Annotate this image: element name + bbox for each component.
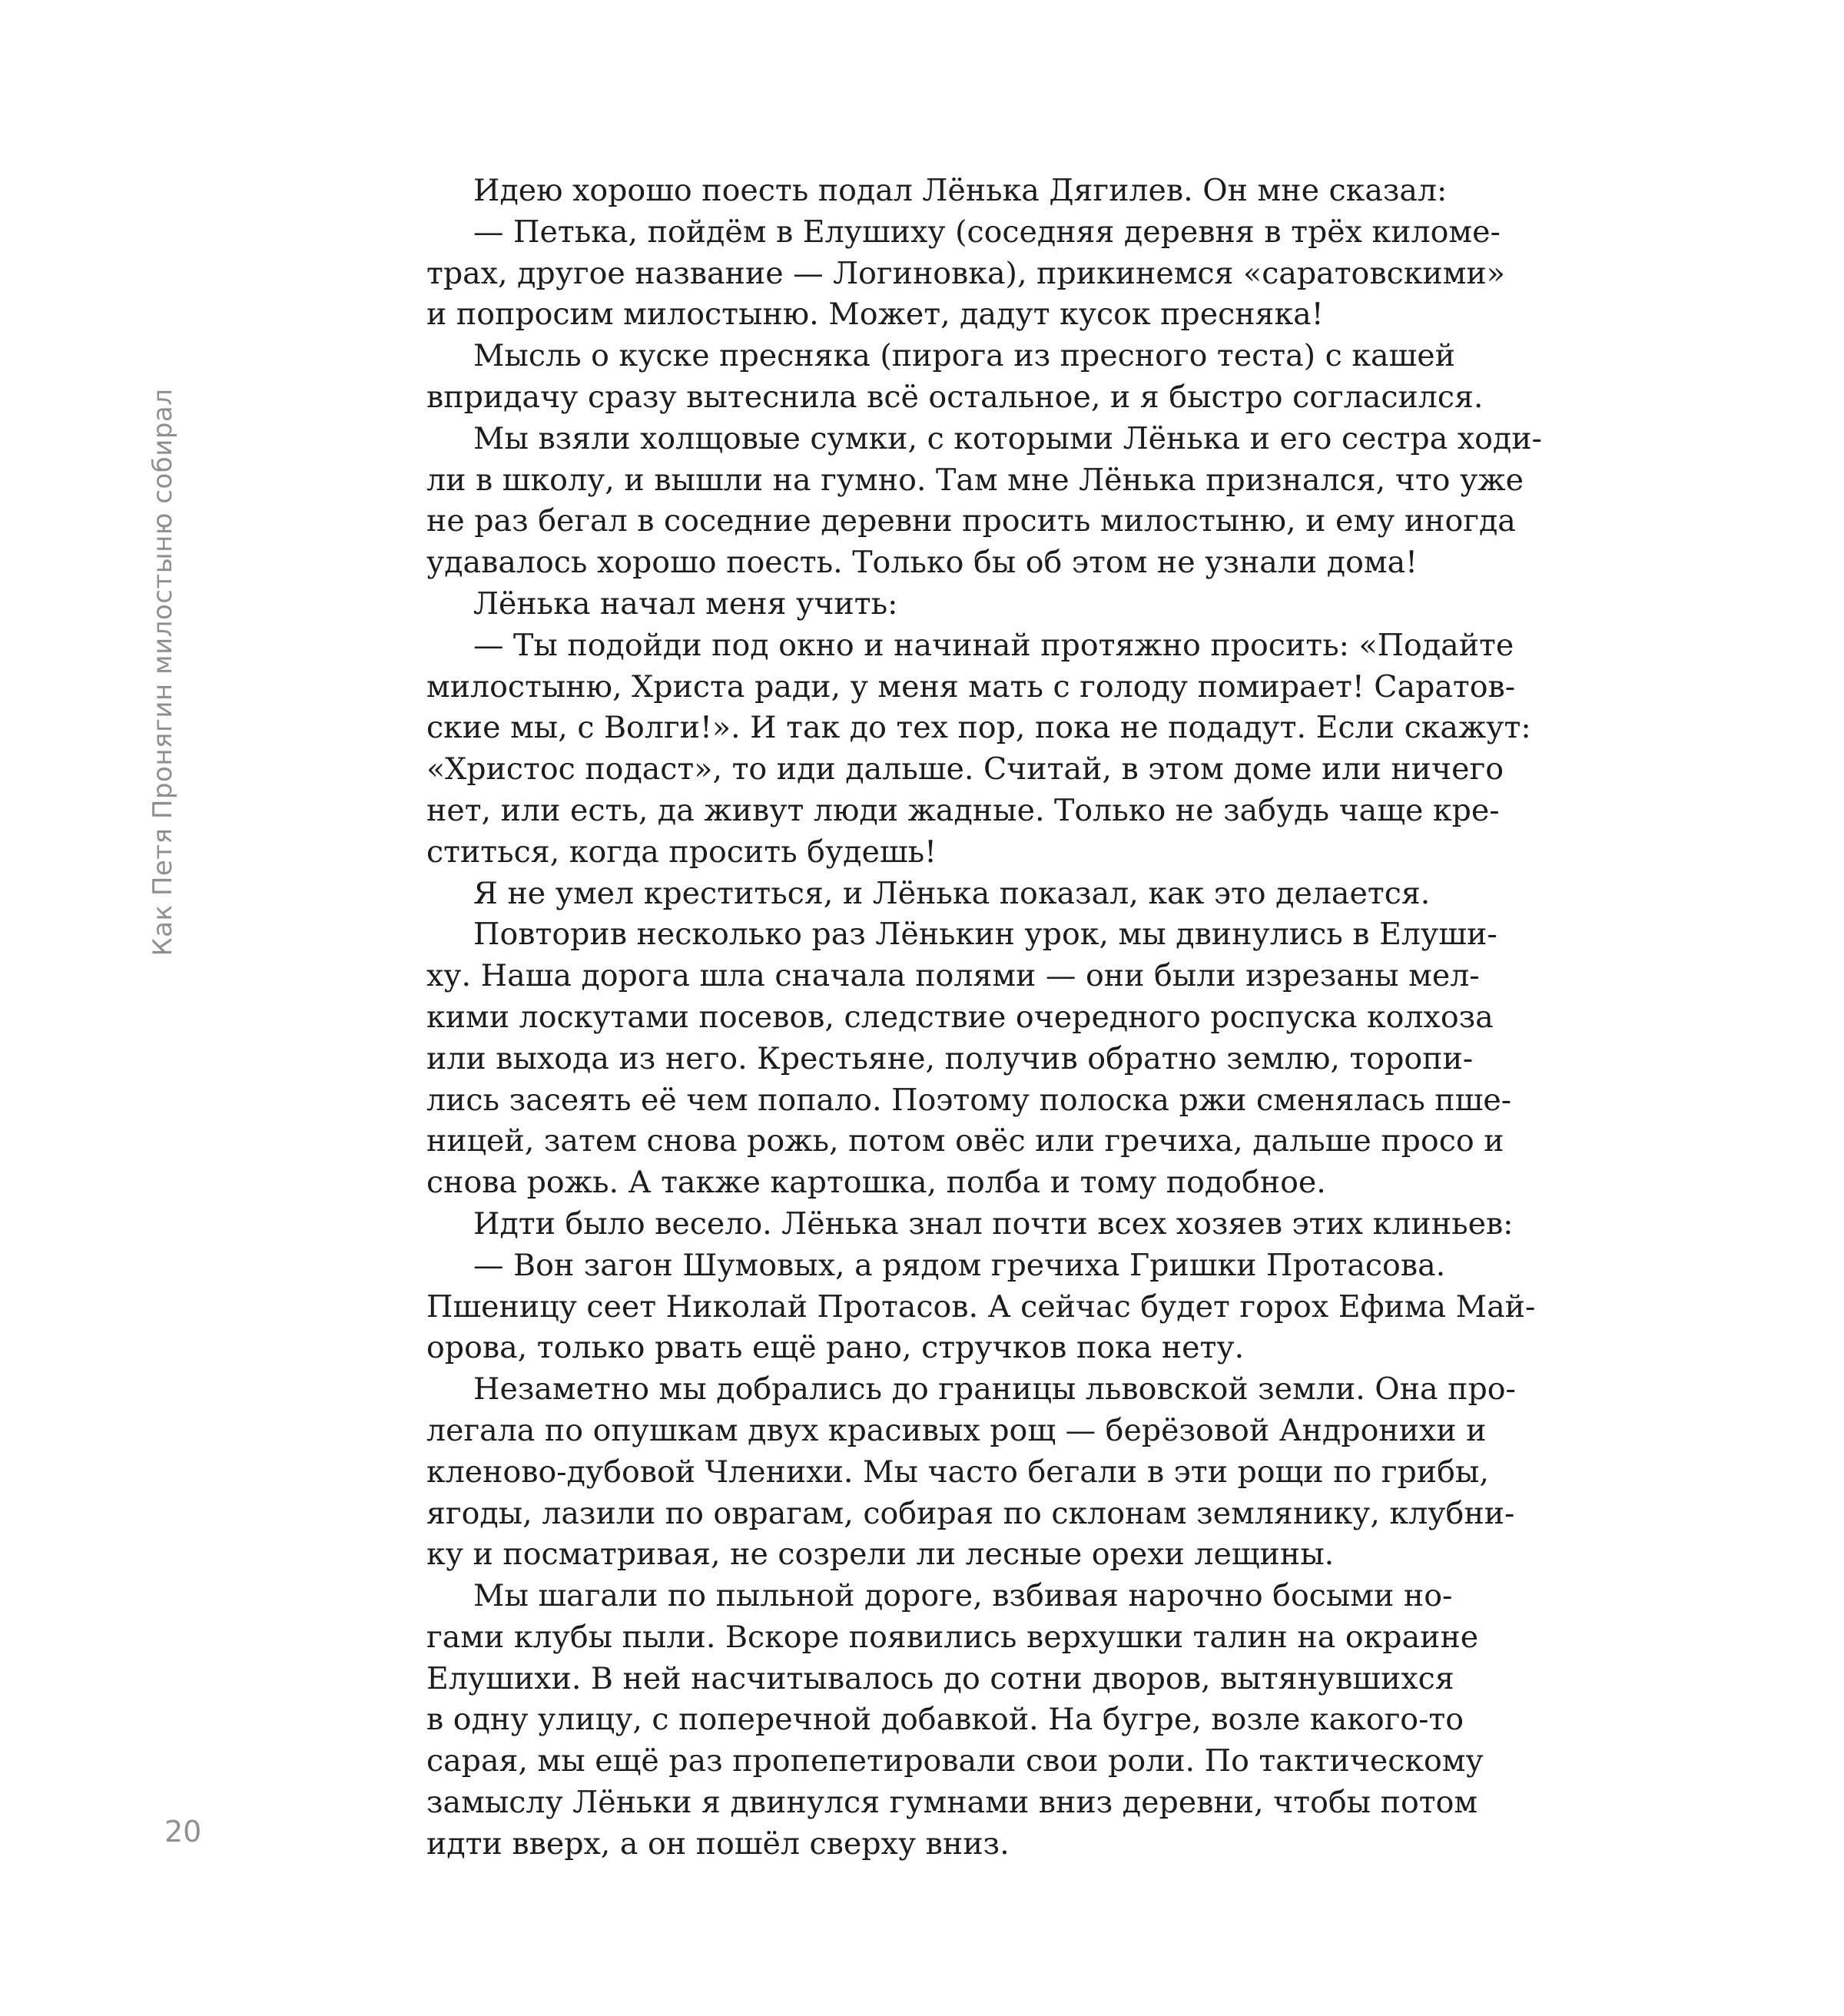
text-line: не раз бегал в соседние деревни просить милостыню, и ему иногда <box>426 503 1516 539</box>
text-line: «Христос подаст», то иди дальше. Считай, в этом доме или ничего <box>426 751 1504 788</box>
paragraph <box>426 1369 1516 1576</box>
paragraph <box>426 914 1512 1204</box>
paragraph <box>426 336 1484 419</box>
paragraph <box>426 419 1542 584</box>
paragraph <box>426 171 1448 212</box>
text-line: и попросим милостыню. Может, дадут кусок пресняка! <box>426 297 1324 333</box>
text-line: Я не умел креститься, и Лёнька показал, как это делается. <box>473 875 1431 911</box>
paragraph <box>426 1204 1514 1245</box>
paragraph <box>426 1576 1484 1865</box>
text-line: Елушихи. В ней насчитывалось до сотни дворов, вытянувшихся <box>426 1660 1454 1696</box>
text-line: кленово-дубовой Членихи. Мы часто бегали в эти рощи по грибы, <box>426 1454 1489 1490</box>
text-line: удавалось хорошо поесть. Только бы об этом не узнали дома! <box>426 545 1418 581</box>
text-line: замыслу Лёньки я двинулся гумнами вниз деревни, чтобы потом <box>426 1785 1478 1821</box>
text-line: — Ты подойди под окно и начинай протяжно просить: «Подайте <box>473 627 1514 663</box>
text-line: сарая, мы ещё раз пропепетировали свои роли. По тактическому <box>426 1743 1484 1779</box>
text-line: Идею хорошо поесть подал Лёнька Дягилев. Он мне сказал: <box>473 173 1448 208</box>
text-line: впридачу сразу вытеснила всё остальное, и я быстро согласился. <box>426 379 1484 415</box>
text-line: Мы шагали по пыльной дороге, взбивая нарочно босыми но- <box>473 1578 1453 1614</box>
text-line: Мы взяли холщовые сумки, с которыми Лёнька и его сестра ходи- <box>473 420 1542 456</box>
text-line: Мысль о куске пресняка (пирога из пресного теста) с кашей <box>473 338 1455 374</box>
text-line: в одну улицу, с поперечной добавкой. На бугре, возле какого-то <box>426 1702 1464 1738</box>
text-line: Идти было весело. Лёнька знал почти всех хозяев этих клиньев: <box>473 1205 1514 1242</box>
text-line: снова рожь. А также картошка, полба и тому подобное. <box>426 1165 1326 1201</box>
text-line: ли в школу, и вышли на гумно. Там мне Лёнька признался, что уже <box>426 462 1524 498</box>
text-line: — Вон загон Шумовых, а рядом гречиха Гришки Протасова. <box>473 1247 1446 1283</box>
text-line: или выхода из него. Крестьяне, получив обратно землю, торопи- <box>426 1040 1474 1076</box>
text-line: ку и посматривая, не созрели ли лесные орехи лещины. <box>426 1537 1335 1573</box>
text-line: орова, только рвать ещё рано, стручков пока нету. <box>426 1330 1245 1366</box>
text-line: ские мы, с Волги!». И так до тех пор, пока не подадут. Если скажут: <box>426 710 1531 746</box>
text-line: Лёнька начал меня учить: <box>473 585 898 622</box>
text-line: — Петька, пойдём в Елушиху (соседняя деревня в трёх киломе- <box>473 214 1501 250</box>
text-line: нет, или есть, да живут люди жадные. Только не забудь чаще кре- <box>426 792 1500 828</box>
text-line: идти вверх, а он пошёл сверху вниз. <box>426 1825 1010 1862</box>
text-line: ху. Наша дорога шла сначала полями — они были изрезаны мел- <box>426 958 1480 994</box>
paragraph <box>426 625 1531 874</box>
running-head: Как Петя Пронягин милостыню собирал <box>148 388 178 957</box>
body-text <box>426 171 1542 1865</box>
text-line: милостыню, Христа ради, у меня мать с голоду помирает! Саратов- <box>426 668 1516 705</box>
page-number: 20 <box>164 1815 202 1849</box>
paragraph <box>426 1245 1536 1369</box>
text-line: Незаметно мы добрались до границы львовской земли. Она про- <box>473 1371 1516 1408</box>
text-line: Повторив несколько раз Лёнькин урок, мы двинулись в Елуши- <box>473 917 1497 953</box>
text-line: ягоды, лазили по оврагам, собирая по склонам землянику, клубни- <box>426 1495 1515 1531</box>
text-line: лись засеять её чем попало. Поэтому полоска ржи сменялась пше- <box>426 1082 1512 1118</box>
text-line: ститься, когда просить будешь! <box>426 834 937 870</box>
text-line: кими лоскутами посевов, следствие очередного роспуска колхоза <box>426 999 1494 1035</box>
text-line: Пшеницу сеет Николай Протасов. А сейчас будет горох Ефима Май- <box>426 1288 1536 1325</box>
text-line: гами клубы пыли. Вскоре появились верхушки талин на окраине <box>426 1619 1479 1655</box>
paragraph <box>426 212 1505 336</box>
text-line: легала по опушкам двух красивых рощ — берёзовой Андронихи и <box>426 1412 1487 1448</box>
text-line: трах, другое название — Логиновка), прикинемся «саратовскими» <box>426 255 1505 291</box>
paragraph <box>426 584 1420 625</box>
text-line: ницей, затем снова рожь, потом овёс или гречиха, дальше просо и <box>426 1123 1504 1159</box>
paragraph <box>426 874 1431 915</box>
